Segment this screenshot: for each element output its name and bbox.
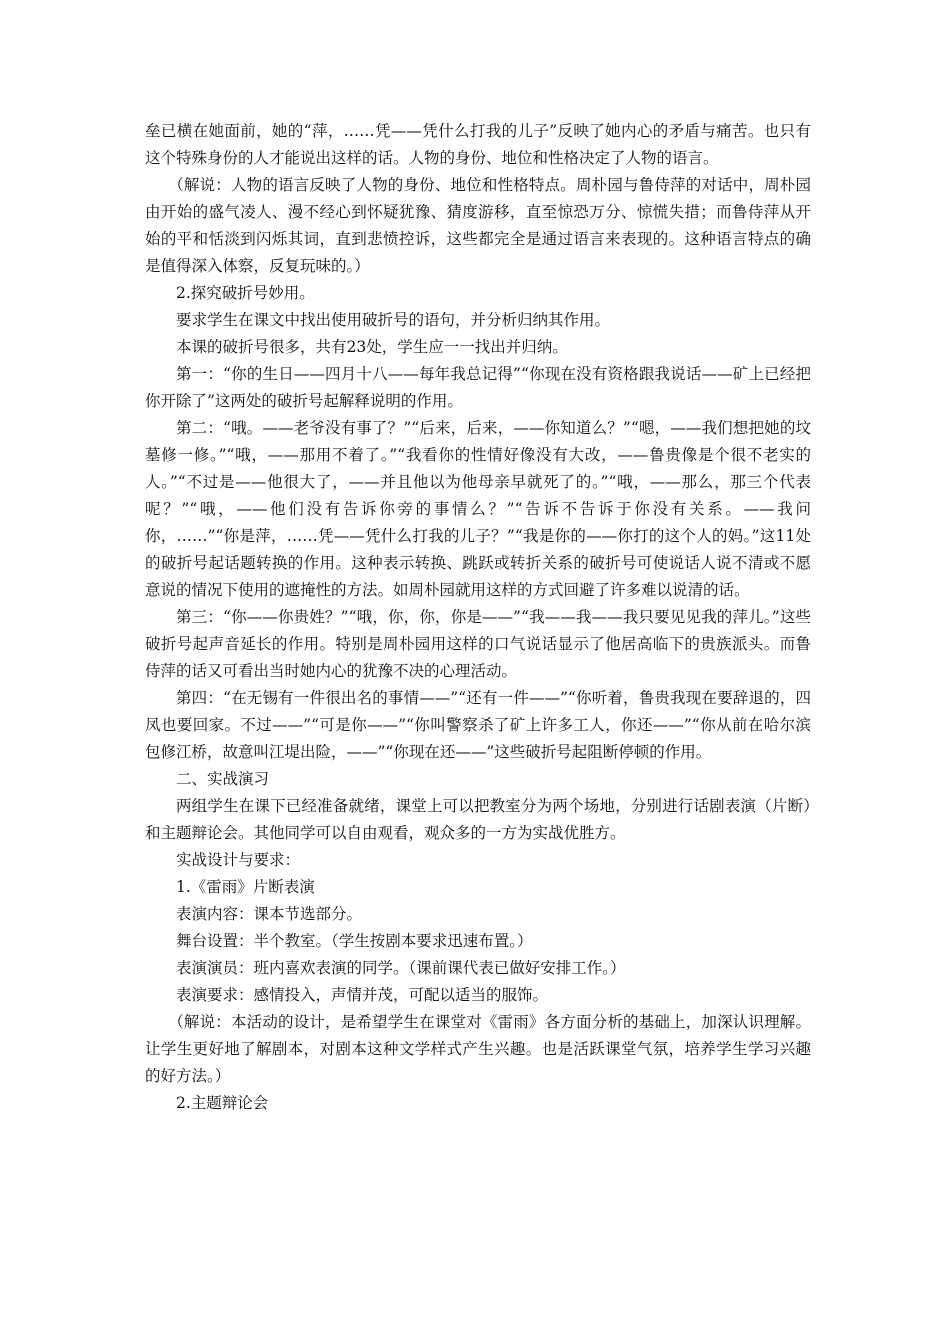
list-item: 表演要求：感情投入，声情并茂，可配以适当的服饰。 bbox=[176, 986, 549, 1004]
paragraph-dash-second: 第二：“哦。——老爷没有事了？”“后来，后来，——你知道么？”“嗯，——我们想把她的坟墓修一修。”“哦，——那用不着了。”“我看你的性情好像没有大改，——鲁贵像是个很不老实的人。”“不过是——他很大了，——并且他以为他母亲早就死了的。”“哦，——那么，那三个代表呢？”“哦，——他们没有告诉你旁的事情么？”“告诉不告诉于你没有关系。——我问你，……”“你是萍，……凭——凭什么打我的儿子？”“我是你的——你打的这个人的妈。”这11处的破折号起话题转换的作用。这种表示转换、跳跃或转折关系的破折号可使说话人说不清或不愿意说的情况下使用的遮掩性的方法。如周朴园就用这样的方式回避了许多难以说清的话。 bbox=[145, 419, 811, 599]
list-item: 表演演员：班内喜欢表演的同学。（课前课代表已做好安排工作。） bbox=[176, 959, 626, 977]
paragraph-dash-fourth: 第四：“在无锡有一件很出名的事情——”“还有一件——”“你听着，鲁贵我现在要辞退的，四凤也要回家。不过——”“可是你——”“你叫警察杀了矿上许多工人，你还——”“你从前在哈尔滨包修江桥，故意叫江堤出险，——”“你现在还——”这些破折号起阻断停顿的作用。 bbox=[145, 689, 811, 761]
paragraph-commentary: （解说：本活动的设计，是希望学生在课堂对《雷雨》各方面分析的基础上，加深认识理解。让学生更好地了解剧本，对剧本这种文学样式产生兴趣。也是活跃课堂气氛，培养学生学习兴趣的好方法。） bbox=[145, 1013, 811, 1085]
subsection-heading: 2.主题辩论会 bbox=[176, 1094, 269, 1112]
paragraph: 本课的破折号很多，共有23处，学生应一一找出并归纳。 bbox=[176, 338, 568, 356]
section-heading: 2.探究破折号妙用。 bbox=[176, 284, 315, 302]
paragraph: 实战设计与要求： bbox=[176, 851, 301, 869]
list-item: 表演内容：课本节选部分。 bbox=[176, 905, 363, 923]
subsection-heading: 1.《雷雨》片断表演 bbox=[176, 878, 315, 896]
list-item: 舞台设置：半个教室。（学生按剧本要求迅速布置。） bbox=[176, 932, 533, 950]
section-heading: 二、实战演习 bbox=[176, 770, 270, 788]
paragraph: 两组学生在课下已经准备就绪，课堂上可以把教室分为两个场地，分别进行话剧表演（片断）和主题辩论会。其他同学可以自由观看，观众多的一方为实战优胜方。 bbox=[145, 797, 811, 842]
document-body bbox=[145, 118, 811, 1117]
paragraph-dash-third: 第三：“你——你贵姓？”“哦，你，你，你是——”“我——我——我只要见见我的萍儿。”这些破折号起声音延长的作用。特别是周朴园用这样的口气说话显示了他居高临下的贵族派头。而鲁侍萍的话又可看出当时她内心的犹豫不决的心理活动。 bbox=[145, 608, 811, 680]
paragraph: 要求学生在课文中找出使用破折号的语句，并分析归纳其作用。 bbox=[176, 311, 611, 329]
paragraph-dash-first: 第一：“你的生日——四月十八——每年我总记得”“你现在没有资格跟我说话——矿上已经把你开除了”这两处的破折号起解释说明的作用。 bbox=[145, 365, 811, 410]
paragraph-commentary: （解说：人物的语言反映了人物的身份、地位和性格特点。周朴园与鲁侍萍的对话中，周朴园由开始的盛气凌人、漫不经心到怀疑犹豫、猜度游移，直至惊恐万分、惊慌失措；而鲁侍萍从开始的平和恬淡到闪烁其词，直到悲愤控诉，这些都完全是通过语言来表现的。这种语言特点的确是值得深入体察，反复玩味的。） bbox=[145, 176, 811, 275]
paragraph-continuation: 垒已横在她面前，她的“萍，……凭——凭什么打我的儿子”反映了她内心的矛盾与痛苦。也只有这个特殊身份的人才能说出这样的话。人物的身份、地位和性格决定了人物的语言。 bbox=[145, 122, 811, 167]
